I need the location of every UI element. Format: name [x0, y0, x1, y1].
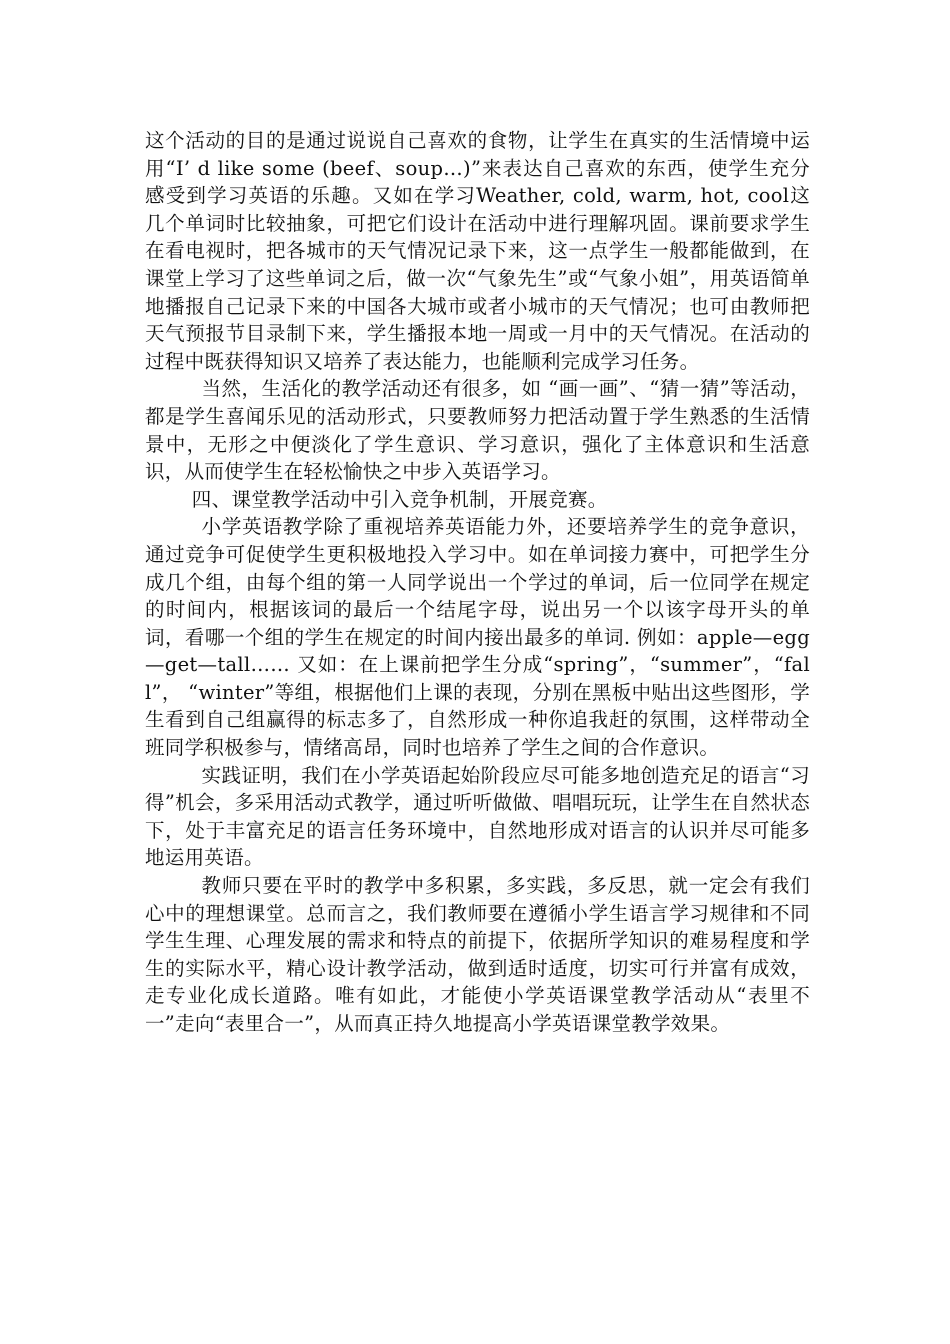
section-heading-competition: 四、课堂教学活动中引入竞争机制，开展竞赛。: [191, 487, 608, 511]
paragraph-life-activities: 当然，生活化的教学活动还有很多，如 “画一画”、“猜一猜”等活动，都是学生喜闻乐见的活动形式，只要教师努力把活动置于学生熟悉的生活情景中，无形之中便淡化了学生意识、学习意识，强化了主体意识和生活意识，从而使学生在轻松愉快之中步入英语学习。: [145, 377, 810, 484]
paragraph-practice-proves: 实践证明，我们在小学英语起始阶段应尽可能多地创造充足的语言“习得”机会，多采用活动式教学，通过听听做做、唱唱玩玩，让学生在自然状态下，处于丰富充足的语言任务环境中，自然地形成对语言的认识并尽可能多地运用英语。: [145, 763, 810, 870]
paragraph-competition-awareness: 小学英语教学除了重视培养英语能力外，还要培养学生的竞争意识，通过竞争可促使学生更积极地投入学习中。如在单词接力赛中，可把学生分成几个组，由每个组的第一人同学说出一个学过的单词，后一位同学在规定的时间内，根据该词的最后一个结尾字母，说出另一个以该字母开头的单词，看哪一个组的学生在规定的时间内接出最多的单词. 例如：apple—egg—get—tall…… 又如：在上课前把学生分成“spring”，“summer”，“fall”， “winter”等组，根据他们上课的表现，分别在黑板中贴出这些图形，学生看到自己组赢得的标志多了，自然形成一种你追我赶的氛围，这样带动全班同学积极参与，情绪高昂，同时也培养了学生之间的合作意识。: [145, 515, 810, 760]
paragraph-food-weather-activity: 这个活动的目的是通过说说自己喜欢的食物，让学生在真实的生活情境中运用“I’ d like some (beef、soup…)”来表达自己喜欢的东西，使学生充分感受到学习英语的乐趣。又如在学习Weather, cold, warm, hot, cool这几个单词时比较抽象，可把它们设计在活动中进行理解巩固。课前要求学生在看电视时，把各城市的天气情况记录下来，这一点学生一般都能做到，在课堂上学习了这些单词之后，做一次“气象先生”或“气象小姐”，用英语简单地播报自己记录下来的中国各大城市或者小城市的天气情况；也可由教师把天气预报节目录制下来，学生播报本地一周或一月中的天气情况。在活动的过程中既获得知识又培养了表达能力，也能顺利完成学习任务。: [145, 129, 810, 373]
paragraph-conclusion: 教师只要在平时的教学中多积累，多实践，多反思，就一定会有我们心中的理想课堂。总而言之，我们教师要在遵循小学生语言学习规律和不同学生生理、心理发展的需求和特点的前提下，依据所学知识的难易程度和学生的实际水平，精心设计教学活动，做到适时适度，切实可行并富有成效，走专业化成长道路。唯有如此，才能使小学英语课堂教学活动从“表里不一”走向“表里合一”，从而真正持久地提高小学英语课堂教学效果。: [145, 874, 810, 1035]
document-body: [145, 127, 810, 1038]
